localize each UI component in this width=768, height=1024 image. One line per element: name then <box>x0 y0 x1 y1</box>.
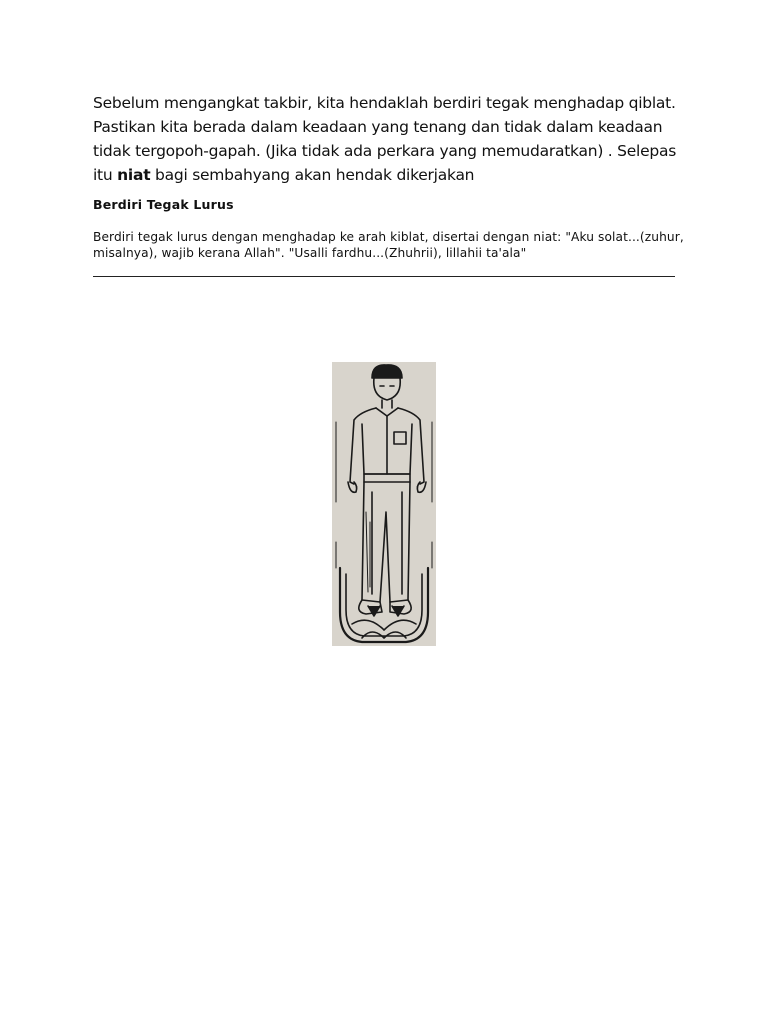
horizontal-divider <box>93 276 675 277</box>
intro-text-before: Sebelum mengangkat takbir, kita hendaklah berdiri tegak menghadap qiblat. Pastikan kita berada dalam keadaan yang tenang dan tidak dalam keadaan tidak tergopoh-gapah. (Jika tidak ada perkara yang memudaratkan) . Selepas itu <box>93 94 677 184</box>
intro-paragraph <box>93 91 683 187</box>
intro-text-after: bagi sembahyang akan hendak dikerjakan <box>150 166 475 184</box>
intro-bold-word: niat <box>117 166 151 184</box>
section-heading: Berdiri Tegak Lurus <box>93 197 234 212</box>
standing-man-illustration-icon <box>332 362 436 646</box>
section-body: Berdiri tegak lurus dengan menghadap ke arah kiblat, disertai dengan niat: "Aku solat...(zuhur, misalnya), wajib kerana Allah". "Usalli fardhu...(Zhuhrii), lillahii ta'ala" <box>93 230 684 260</box>
